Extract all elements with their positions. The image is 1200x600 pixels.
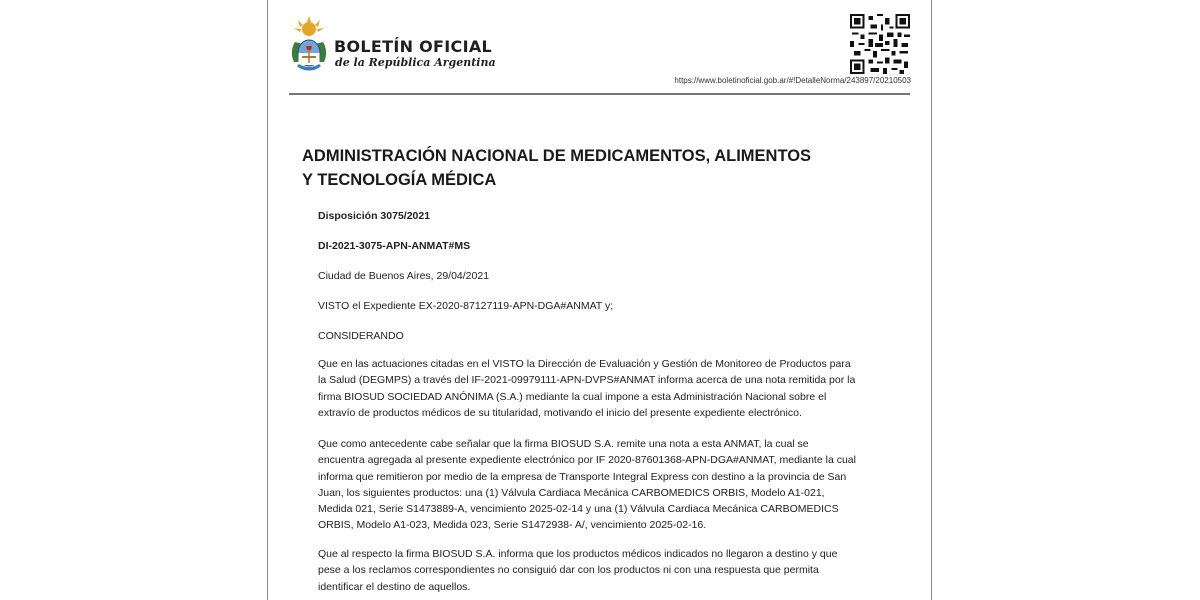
organization-heading	[302, 144, 862, 192]
paragraph-line: firma BIOSUD SOCIEDAD ANÓNIMA (S.A.) mediante la cual impone a esta Administración Nacional sobre el	[318, 390, 827, 403]
paragraph-line: Que en las actuaciones citadas en el VISTO la Dirección de Evaluación y Gestión de Monitoreo de Productos para	[318, 358, 851, 370]
qr-code-icon	[850, 14, 910, 74]
paragraph-line: extravío de productos médicos de su titularidad, motivando el inicio del presente expediente electrónico.	[318, 406, 802, 419]
paragraph-line: pese a los reclamos correspondientes no consiguió dar con los productos ni con una respuesta que permita	[318, 564, 819, 577]
paragraph	[318, 436, 888, 534]
paragraph-line: Que como antecedente cabe señalar que la firma BIOSUD S.A. remite una nota a esta ANMAT, la cual se	[318, 438, 809, 450]
organization-line: ADMINISTRACIÓN NACIONAL DE MEDICAMENTOS, ALIMENTOS	[302, 147, 812, 165]
paragraph-line: Juan, los siguientes productos: una (1) Válvula Cardiaca Mecánica CARBOMEDICS ORBIS, Modelo A1-021,	[318, 486, 825, 499]
national-coat-of-arms-icon	[289, 16, 329, 76]
document-page	[267, 0, 932, 600]
paragraph	[318, 356, 888, 421]
paragraph	[318, 546, 888, 595]
paragraph-line: identificar el destino de aquellos.	[318, 580, 471, 593]
paragraph-line: encuentra agregada al presente expediente electrónico por IF 2020-87601368-APN-DGA#ANMAT, mediante la cual	[318, 454, 856, 467]
paragraph-line: la Salud (DEGMPS) a través del IF-2021-09979111-APN-DVPS#ANMAT informa acerca de una nota remitida por la	[318, 374, 856, 387]
organization-line: Y TECNOLOGÍA MÉDICA	[302, 171, 497, 189]
considerando-heading: CONSIDERANDO	[318, 330, 404, 342]
place-date: Ciudad de Buenos Aires, 29/04/2021	[318, 270, 490, 282]
paragraph-line: informa que remitieron por medio de la empresa de Transporte Integral Express con destino a la provincia de San	[318, 470, 847, 483]
visto-statement: VISTO el Expediente EX-2020-87127119-APN-DGA#ANMAT y;	[318, 300, 614, 312]
header-divider	[289, 93, 910, 95]
brand-title: BOLETÍN OFICIAL	[334, 37, 493, 56]
brand-subtitle: de la República Argentina	[335, 56, 496, 69]
disposition-number: Disposición 3075/2021	[318, 210, 431, 222]
document-url[interactable]: https://www.boletinoficial.gob.ar/#!DetalleNorma/243897/20210503	[674, 76, 911, 85]
disposition-reference: DI-2021-3075-APN-ANMAT#MS	[318, 240, 471, 252]
paragraph-line: ORBIS, Modelo A1-023, Medida 023, Serie S1472938- A/, vencimiento 2025-02-16.	[318, 519, 707, 532]
paragraph-line: Medida 021, Serie S1473889-A, vencimiento 2025-02-14 y una (1) Válvula Cardiaca Mecánica CARBOMEDICS	[318, 503, 839, 516]
paragraph-line: Que al respecto la firma BIOSUD S.A. informa que los productos médicos indicados no llegaron a destino y que	[318, 548, 838, 560]
